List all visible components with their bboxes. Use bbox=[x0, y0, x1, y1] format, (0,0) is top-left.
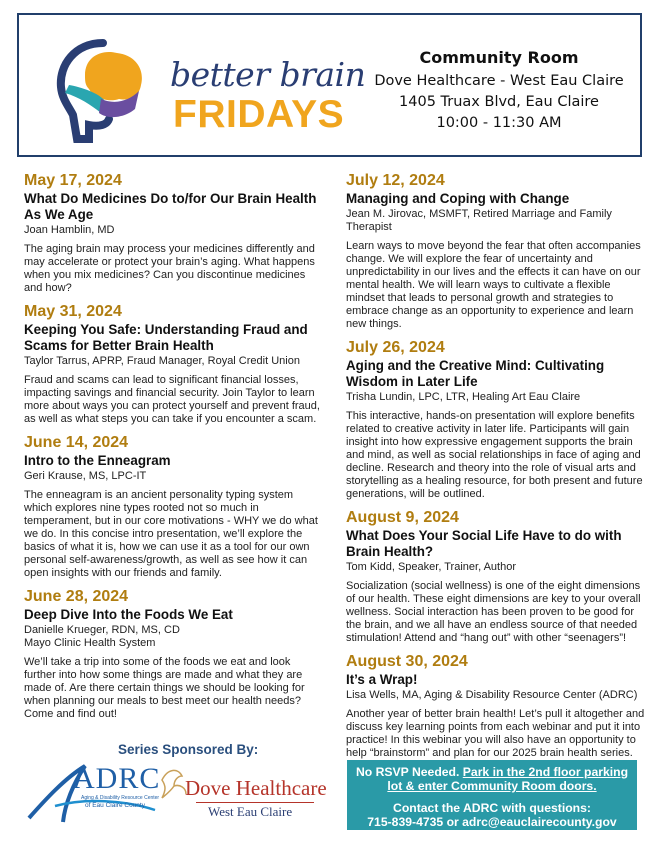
adrc-name: ADRC bbox=[73, 762, 161, 795]
adrc-logo bbox=[25, 760, 160, 825]
brand-line2: FRIDAYS bbox=[173, 93, 345, 136]
adrc-tagline: of Eau Claire County bbox=[85, 802, 145, 809]
event-description: The enneagram is an ancient personality typing system which explores nine types rooted not so much in temperament, but in our core motivations - WHY we do what we do. In this concise intro presentation, we’ll explore the basics of what it is, how we can use it as a tool for our own personal self-awareness/growth, as well as see how it can open insights with our friends and family. bbox=[24, 489, 318, 579]
event-date: May 17, 2024 bbox=[24, 172, 122, 189]
sponsor-label: Series Sponsored By: bbox=[118, 742, 259, 757]
event-title: Managing and Coping with Change bbox=[346, 191, 570, 206]
rsvp-note bbox=[347, 765, 637, 793]
event-speaker: Geri Krause, MS, LPC-IT bbox=[24, 470, 147, 482]
event-speaker: Jean M. Jirovac, MSMFT, Retired Marriage and Family Therapist bbox=[346, 208, 612, 233]
event-speaker: Taylor Tarrus, APRP, Fraud Manager, Royal Credit Union bbox=[24, 355, 300, 367]
venue-line: 10:00 - 11:30 AM bbox=[436, 115, 562, 131]
event-date: August 30, 2024 bbox=[346, 653, 468, 670]
event-date: July 12, 2024 bbox=[346, 172, 445, 189]
event-speaker: Danielle Krueger, RDN, MS, CD Mayo Clinic Health System bbox=[24, 624, 180, 649]
contact-details: 715-839-4735 or adrc@eauclairecounty.gov bbox=[367, 815, 617, 829]
logo bbox=[45, 35, 375, 145]
event-item bbox=[346, 172, 646, 331]
event-description: Socialization (social wellness) is one of the eight dimensions of our health. These eight dimensions are key to your overall wellness. Social interaction has been proven to be good for the brain, and we all have an endless source of that needed stimulation! Attend and “hang out” with other “seenagers”! bbox=[346, 580, 641, 644]
event-title: Aging and the Creative Mind: Cultivating Wisdom in Later Life bbox=[346, 358, 605, 389]
header-box bbox=[17, 13, 642, 157]
event-item bbox=[346, 339, 646, 501]
contact-text: Contact the ADRC with questions: bbox=[393, 801, 591, 815]
events-left-column bbox=[24, 172, 324, 729]
event-description: The aging brain may process your medicines differently and may accelerate or protect your brain’s aging. What happens when you mix medicines? Can you discontinue medicines and how? bbox=[24, 243, 315, 294]
event-title: What Does Your Social Life Have to do with Brain Health? bbox=[346, 528, 622, 559]
event-description: This interactive, hands-on presentation will explore benefits related to creative activity in later life. Participants will gain insight into how expressive engagement supports the brain and mind, as well as social relationships in face of aging and decline. Research and theory into the role of visual arts and storytelling as a healing resource, for both present and future generations, will be outlined. bbox=[346, 410, 643, 500]
venue-line: 1405 Truax Blvd, Eau Claire bbox=[399, 94, 599, 110]
event-date: July 26, 2024 bbox=[346, 339, 445, 356]
event-date: June 28, 2024 bbox=[24, 588, 129, 605]
event-item bbox=[24, 172, 324, 295]
adrc-tagline: Aging & Disability Resource Center bbox=[81, 795, 160, 801]
event-title: Deep Dive Into the Foods We Eat bbox=[24, 607, 233, 622]
event-description: We’ll take a trip into some of the foods we eat and look further into how some things are made and what they are made of. Are there certain things we should be looking for when planning our meals to best meet our health needs? Come and find out! bbox=[24, 656, 305, 720]
brand-line1: better brain bbox=[170, 55, 366, 94]
event-speaker: Lisa Wells, MA, Aging & Disability Resource Center (ADRC) bbox=[346, 689, 638, 701]
event-title: Intro to the Enneagram bbox=[24, 453, 171, 468]
venue-line: Dove Healthcare - West Eau Claire bbox=[374, 73, 624, 89]
event-title: Keeping You Safe: Understanding Fraud and Scams for Better Brain Health bbox=[24, 322, 308, 353]
dove-name: Dove Healthcare bbox=[185, 776, 327, 800]
event-speaker: Tom Kidd, Speaker, Trainer, Author bbox=[346, 561, 516, 573]
event-date: June 14, 2024 bbox=[24, 434, 129, 451]
rsvp-text: No RSVP Needed. bbox=[355, 765, 460, 779]
event-date: August 9, 2024 bbox=[346, 509, 459, 526]
dove-divider bbox=[196, 802, 314, 803]
venue-info bbox=[374, 47, 624, 134]
events-right-column bbox=[346, 172, 646, 768]
info-box bbox=[347, 760, 637, 830]
event-item bbox=[346, 509, 646, 645]
dove-icon bbox=[160, 766, 188, 800]
event-title: What Do Medicines Do to/for Our Brain Health As We Age bbox=[24, 191, 317, 222]
dove-healthcare-logo bbox=[160, 762, 325, 824]
event-title: It’s a Wrap! bbox=[346, 672, 418, 687]
event-item bbox=[24, 588, 324, 721]
event-item bbox=[24, 303, 324, 426]
event-description: Fraud and scams can lead to significant financial losses, impacting savings and financial security. Join Taylor to learn more about ways you can protect yourself and prevent fraud, as well as what steps you can take if you encounter a scam. bbox=[24, 374, 320, 425]
event-speaker: Joan Hamblin, MD bbox=[24, 224, 115, 236]
event-description: Another year of better brain health! Let’s pull it altogether and discuss key learning points from each webinar and put it into practice! In this webinar you will also have an opportunity to help “brainstorm” and plan for our 2025 brain health series. bbox=[346, 708, 645, 759]
parking-text: Park in the 2nd floor parking lot & enter Community Room doors. bbox=[387, 765, 629, 793]
event-description: Learn ways to move beyond the fear that often accompanies change. We will explore the fear of uncertainty and unpredictability in our lives and the effects it can have on our mental health. We will learn ways to cultivate a flexible mindset that leads to personal growth and strategies to embrace change as an opportunity to experience and learn new things. bbox=[346, 240, 641, 330]
brain-head-icon bbox=[45, 35, 165, 145]
dove-subtitle: West Eau Claire bbox=[208, 804, 293, 819]
event-item bbox=[346, 653, 646, 760]
event-speaker: Trisha Lundin, LPC, LTR, Healing Art Eau Claire bbox=[346, 391, 581, 403]
venue-title: Community Room bbox=[419, 48, 579, 67]
event-date: May 31, 2024 bbox=[24, 303, 122, 320]
event-item bbox=[24, 434, 324, 580]
